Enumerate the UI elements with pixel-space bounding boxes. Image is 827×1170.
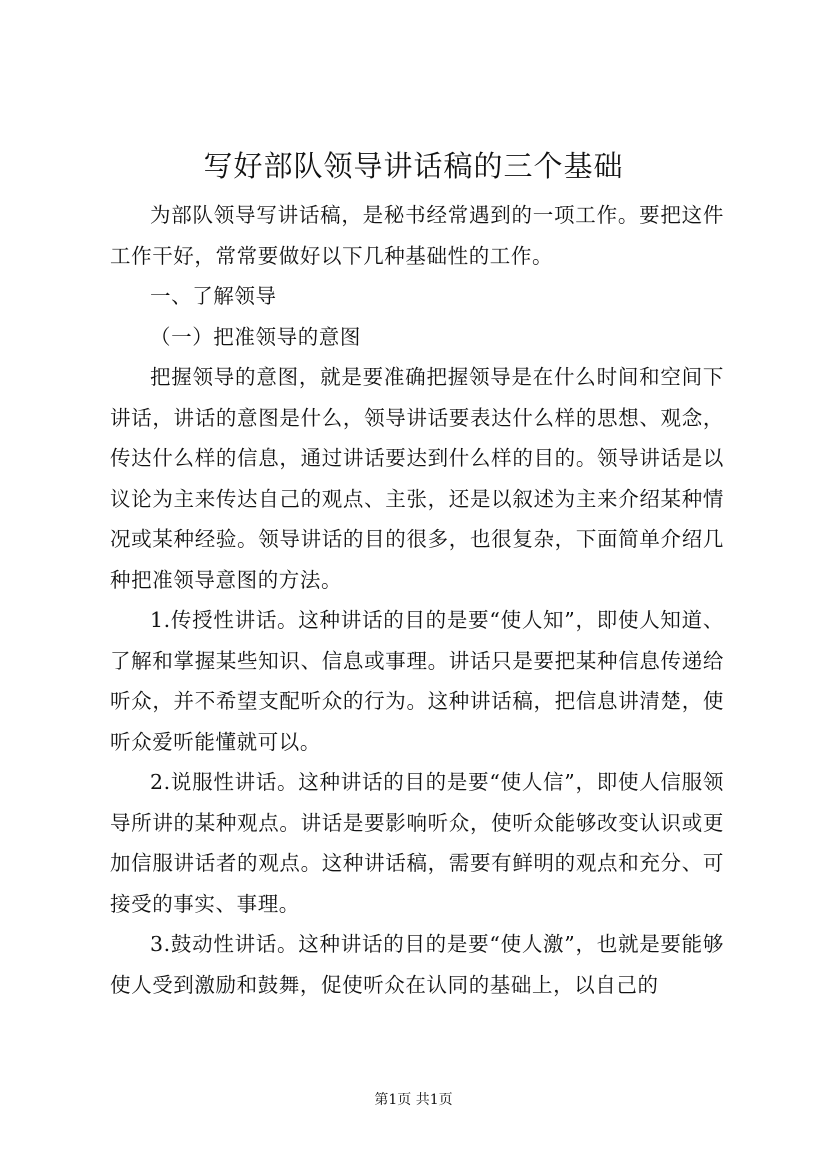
paragraph-intro: 为部队领导写讲话稿，是秘书经常遇到的一项工作。要把这件工作干好，常常要做好以下几种基础性的工作。: [110, 203, 724, 268]
paragraph-item-2: 2.说服性讲话。这种讲话的目的是要“使人信”，即使人信服领导所讲的某种观点。讲话是要影响听众，使听众能够改变认识或更加信服讲话者的观点。这种讲话稿，需要有鲜明的观点和充分、可接受的事实、事理。: [110, 770, 724, 916]
document-title: 写好部队领导讲话稿的三个基础: [203, 149, 624, 183]
section-heading-1: 一、了解领导: [150, 284, 277, 308]
page-footer: 第1页 共1页: [374, 1092, 453, 1108]
paragraph-item-1: 1.传授性讲话。这种讲话的目的是要“使人知”，即使人知道、了解和掌握某些知识、信息或事理。讲话只是要把某种信息传递给听众，并不希望支配听众的行为。这种讲话稿，把信息讲清楚，使听众爱听能懂就可以。: [110, 608, 724, 754]
document-body: [110, 195, 724, 1005]
subsection-heading-1: （一）把准领导的意图: [150, 324, 361, 349]
paragraph-item-3: 3.鼓动性讲话。这种讲话的目的是要“使人激”，也就是要能够使人受到激励和鼓舞，促使听众在认同的基础上，以自己的: [110, 932, 724, 997]
paragraph-intent: 把握领导的意图，就是要准确把握领导是在什么时间和空间下讲话，讲话的意图是什么，领导讲话要表达什么样的思想、观念，传达什么样的信息，通过讲话要达到什么样的目的。领导讲话是以议论为主来传达自己的观点、主张，还是以叙述为主来介绍某种情况或某种经验。领导讲话的目的很多，也很复杂，下面简单介绍几种把准领导意图的方法。: [110, 365, 724, 592]
